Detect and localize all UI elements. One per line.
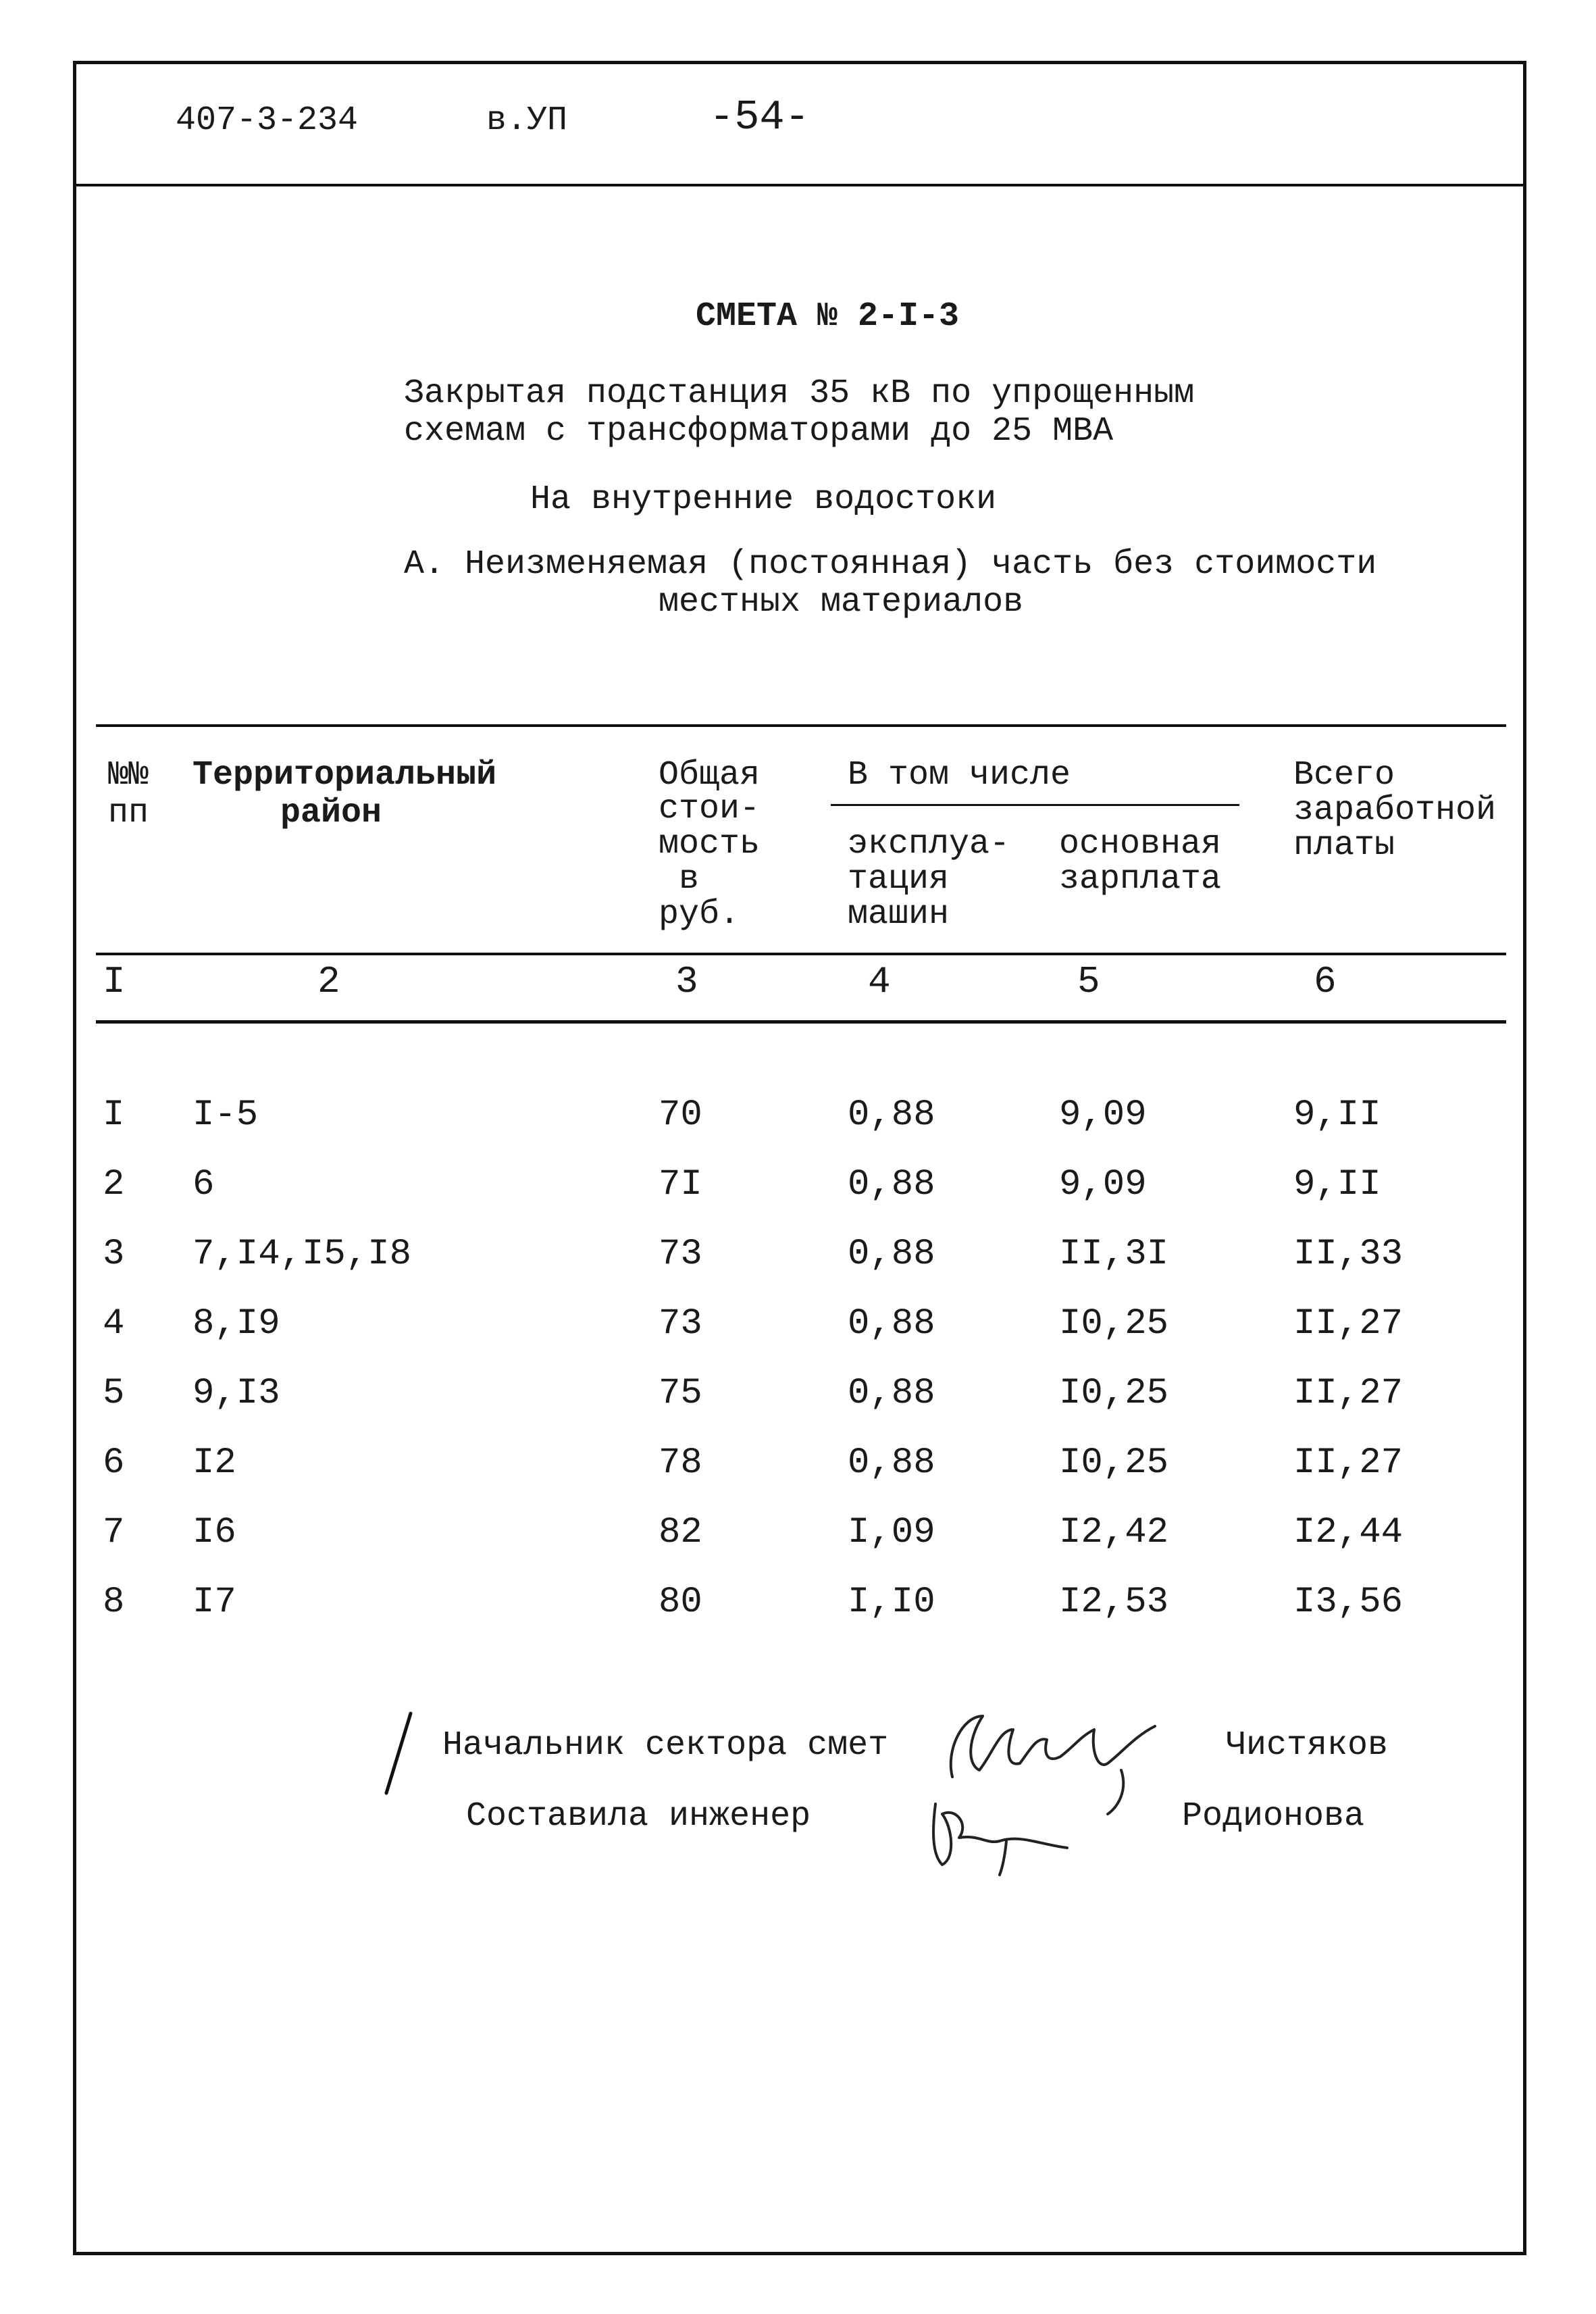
header-machines-line2: тация — [848, 860, 950, 899]
header-total-line3: мость — [659, 825, 761, 863]
header-group-label: В том числе — [848, 756, 1071, 795]
colnum-4: 4 — [868, 960, 891, 1003]
row-base-salary: 9,09 — [1059, 1164, 1147, 1205]
estimate-title: СМЕТА № 2-I-3 — [696, 297, 960, 336]
purpose-line: На внутренние водостоки — [530, 480, 997, 519]
row-machines: 0,88 — [848, 1442, 935, 1484]
row-total: 7I — [659, 1164, 702, 1205]
row-total: 73 — [659, 1234, 702, 1275]
row-total: 78 — [659, 1442, 702, 1484]
row-base-salary: I2,42 — [1059, 1512, 1169, 1553]
engineer-name: Родионова — [1182, 1797, 1365, 1836]
head-name: Чистяков — [1226, 1726, 1389, 1765]
row-region: I2 — [192, 1442, 236, 1484]
row-total: 70 — [659, 1095, 702, 1136]
row-num: 7 — [103, 1512, 125, 1553]
row-base-salary: I2,53 — [1059, 1582, 1169, 1623]
header-total-line1: Общая — [659, 756, 761, 795]
header-total-salary-line3: платы — [1293, 826, 1395, 865]
row-region: 7,I4,I5,I8 — [192, 1234, 412, 1275]
row-total-salary: II,27 — [1293, 1442, 1404, 1484]
table-top-rule — [96, 724, 1506, 727]
row-total: 75 — [659, 1373, 702, 1414]
row-machines: I,I0 — [848, 1582, 935, 1623]
engineer-title: Составила инженер — [466, 1797, 811, 1836]
row-machines: 0,88 — [848, 1164, 935, 1205]
row-region: 6 — [192, 1164, 215, 1205]
row-total-salary: I3,56 — [1293, 1582, 1404, 1623]
row-machines: 0,88 — [848, 1303, 935, 1344]
row-total-salary: 9,II — [1293, 1164, 1381, 1205]
row-base-salary: I0,25 — [1059, 1373, 1169, 1414]
row-machines: 0,88 — [848, 1373, 935, 1414]
row-base-salary: I0,25 — [1059, 1442, 1169, 1484]
colnum-5: 5 — [1077, 960, 1100, 1003]
doc-code: 407-3-234 — [176, 101, 359, 140]
colnum-2: 2 — [317, 960, 340, 1003]
section-line-1: А. Неизменяемая (постоянная) часть без стоимости — [404, 545, 1377, 584]
header-total-salary-line2: заработной — [1293, 791, 1497, 830]
group-header-rule — [831, 804, 1239, 806]
header-divider — [73, 184, 1526, 186]
header-num-line1: №№ — [108, 756, 149, 795]
row-base-salary: I0,25 — [1059, 1303, 1169, 1344]
header-base-salary-line1: основная — [1059, 825, 1222, 863]
row-total-salary: II,27 — [1293, 1303, 1404, 1344]
row-region: 9,I3 — [192, 1373, 280, 1414]
colnum-6: 6 — [1314, 960, 1337, 1003]
row-machines: 0,88 — [848, 1095, 935, 1136]
row-total: 82 — [659, 1512, 702, 1553]
header-total-line2: стои- — [659, 790, 761, 828]
row-total-salary: II,27 — [1293, 1373, 1404, 1414]
object-line-1: Закрытая подстанция 35 кВ по упрощенным — [404, 374, 1195, 413]
row-total: 80 — [659, 1582, 702, 1623]
signature-icon — [905, 1689, 1175, 1878]
header-total-salary-line1: Всего — [1293, 756, 1395, 795]
row-num: I — [103, 1095, 125, 1136]
header-bottom-rule — [96, 953, 1506, 955]
colnum-3: 3 — [675, 960, 698, 1003]
row-num: 5 — [103, 1373, 125, 1414]
section-line-2: местных материалов — [659, 583, 1024, 622]
row-num: 6 — [103, 1442, 125, 1484]
column-numbers-rule — [96, 1020, 1506, 1024]
header-machines-line3: машин — [848, 895, 950, 934]
row-num: 2 — [103, 1164, 125, 1205]
row-machines: I,09 — [848, 1512, 935, 1553]
row-total-salary: 9,II — [1293, 1095, 1381, 1136]
row-region: I7 — [192, 1582, 236, 1623]
header-total-line4: в — [679, 860, 700, 899]
row-total-salary: II,33 — [1293, 1234, 1404, 1275]
row-base-salary: II,3I — [1059, 1234, 1169, 1275]
row-region: I-5 — [192, 1095, 259, 1136]
row-total: 73 — [659, 1303, 702, 1344]
row-machines: 0,88 — [848, 1234, 935, 1275]
volume-label: в.УП — [486, 101, 568, 140]
header-num-line2: пп — [108, 794, 149, 832]
header-machines-line1: эксплуа- — [848, 825, 1010, 863]
row-num: 4 — [103, 1303, 125, 1344]
row-total-salary: I2,44 — [1293, 1512, 1404, 1553]
row-base-salary: 9,09 — [1059, 1095, 1147, 1136]
row-region: 8,I9 — [192, 1303, 280, 1344]
header-total-line5: руб. — [659, 895, 740, 934]
colnum-1: I — [103, 960, 126, 1003]
header-region-line2: район — [280, 794, 382, 832]
header-region-line1: Территориальный — [192, 756, 497, 795]
row-num: 3 — [103, 1234, 125, 1275]
header-base-salary-line2: зарплата — [1059, 860, 1222, 899]
row-region: I6 — [192, 1512, 236, 1553]
row-num: 8 — [103, 1582, 125, 1623]
object-line-2: схемам с трансформаторами до 25 МВА — [404, 412, 1114, 451]
margin-mark-icon — [378, 1709, 419, 1797]
head-title: Начальник сектора смет — [442, 1726, 889, 1765]
page-number: -54- — [709, 93, 810, 141]
